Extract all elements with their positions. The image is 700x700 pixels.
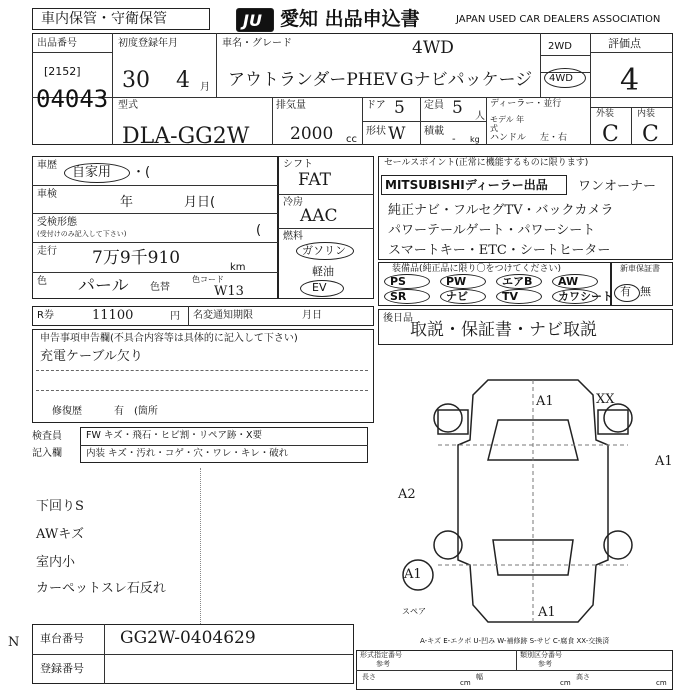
drive-4wd: 4WD — [549, 73, 573, 84]
diagram-mark-6: A1 — [538, 605, 556, 620]
selling-line3: パワーテールゲート・パワーシート — [388, 223, 596, 238]
shift-value: FAT — [298, 170, 332, 190]
displacement-label: 排気量 — [276, 100, 306, 111]
fuel-gas: ガソリン — [302, 244, 346, 257]
type-label: 型式 — [118, 100, 138, 111]
equipment-circle — [496, 274, 542, 289]
expiry-label: 名変通知期限 — [193, 310, 253, 321]
equipment-circle — [440, 274, 486, 289]
docs-label: 後日品 — [383, 313, 413, 324]
spare-label: スペア — [402, 607, 426, 616]
handle-options: 左・右 — [540, 133, 568, 143]
history-value: 自家用 — [72, 165, 112, 180]
transfer-paren: ( — [256, 223, 262, 238]
color-change: 色替 — [150, 282, 170, 293]
spec-r1c1: 形式指定番号 — [360, 651, 402, 659]
diagram-mark-2: XX — [596, 392, 615, 407]
selling-line4: スマートキー・ETC・シートヒーター — [388, 243, 611, 258]
dealer-label: ディーラー・並行 — [490, 99, 562, 109]
spec-r1c2: 類別区分番号 — [520, 651, 562, 659]
dealer-badge-text: MITSUBISHIディーラー出品 — [385, 178, 548, 192]
dealer-model-label: モデル 年式 — [490, 115, 525, 133]
diagram-mark-4: A2 — [398, 487, 416, 502]
checker-label1: 検査員 — [32, 431, 62, 442]
note-2: AWキズ — [36, 527, 84, 542]
model-label: 車名・グレード — [222, 38, 292, 49]
fuel-light: 軽油 — [312, 265, 334, 278]
seats-value: 5 — [452, 98, 463, 118]
recycle-label: R券 — [37, 310, 54, 321]
selling-owner: ワンオーナー — [578, 179, 657, 194]
declaration-note: 充電ケーブル欠り — [40, 349, 143, 364]
handle-label: ハンドル — [490, 133, 527, 143]
note-1: 下回りS — [36, 499, 84, 514]
equipment-circle — [440, 289, 486, 304]
warranty-sep-no: 無 — [640, 285, 651, 298]
checker-row2: 内装 キズ・汚れ・コゲ・穴・ワレ・キレ・破れ — [86, 448, 289, 459]
equipment-circle — [496, 289, 542, 304]
color-code-label: 色コード — [192, 275, 224, 284]
spec-r2c2: 参考 — [538, 660, 552, 668]
model-drive-note: 4WD — [412, 38, 454, 58]
equipment-item: TV — [502, 290, 519, 303]
equipment-item: エアB — [502, 275, 533, 288]
color-value: パール — [78, 276, 129, 296]
diagram-mark-1: A1 — [536, 394, 554, 409]
first-reg-unit: 月 — [200, 82, 210, 93]
warranty-yes: 有 — [620, 285, 631, 298]
shape-value: W — [388, 124, 406, 144]
mileage-label: 走行 — [37, 246, 57, 257]
drive-2wd: 2WD — [548, 41, 572, 52]
repair-label: 修復歴 — [52, 406, 82, 417]
type-value: DLA-GG2W — [122, 124, 250, 149]
equipment-title: 装備品(純正品に限り〇をつけてください) — [392, 264, 562, 274]
ac-label: 冷房 — [283, 197, 303, 208]
first-reg-year: 30 — [122, 68, 150, 93]
equipment-item: SR — [390, 290, 407, 303]
spec-height: 高さ — [576, 673, 590, 681]
spec-r2c1: 参考 — [376, 660, 390, 668]
expiry-unit: 月日 — [302, 310, 322, 321]
shift-label: シフト — [283, 159, 313, 170]
seats-unit: 人 — [475, 111, 485, 122]
transfer-label: 受検形態 — [37, 217, 77, 228]
declaration-title: 申告事項申告欄(不具合内容等は具体的に記入して下さい) — [40, 333, 298, 344]
spec-length: 長さ — [362, 673, 376, 681]
ju-logo-text: JU — [243, 11, 262, 30]
score-int-label: 内装 — [637, 109, 656, 119]
selling-line2: 純正ナビ・フルセグTV・バックカメラ — [388, 203, 614, 218]
association-name: JAPAN USED CAR DEALERS ASSOCIATION — [456, 14, 661, 25]
checker-row1: FW キズ・飛石・ヒビ割・リペア跡・X要 — [86, 430, 263, 441]
mileage-value: 7万9千910 — [92, 248, 181, 268]
inspection-year: 年 — [120, 195, 134, 210]
spec-width-unit: cm — [560, 679, 571, 687]
warranty-label: 新車保証書 — [620, 264, 660, 273]
ju-logo — [236, 8, 274, 32]
chassis-value: GG2W-0404629 — [120, 628, 256, 648]
registration-label: 登録番号 — [40, 662, 84, 675]
note-4: カーペットスレ石反れ — [36, 581, 166, 596]
first-reg-month: 4 — [176, 68, 190, 93]
equipment-item: ナビ — [446, 290, 468, 303]
load-label: 積載 — [424, 126, 444, 137]
storage-tag — [32, 8, 210, 30]
damage-legend: A-キズ E-エクボ U-凹み W-補修跡 S-サビ C-腐食 XX-交換済 — [420, 637, 610, 645]
load-unit: kg — [470, 135, 480, 144]
load-value: - — [452, 134, 456, 145]
storage-tag-text: 車内保管・守衛保管 — [41, 11, 167, 27]
equipment-item: PW — [446, 275, 467, 288]
equipment-item: PS — [390, 275, 406, 288]
color-label: 色 — [37, 276, 47, 287]
selling-points-title: セールスポイント(正常に機能するものに限ります) — [384, 158, 589, 168]
model-grade: Gナビパッケージ — [400, 70, 533, 90]
score-ext: C — [602, 122, 619, 147]
score-ext-label: 外装 — [596, 109, 615, 119]
diagram-mark-5: A1 — [404, 567, 422, 582]
lot-label: 出品番号 — [37, 38, 77, 49]
equipment-item: AW — [558, 275, 579, 288]
color-code: W13 — [214, 284, 244, 299]
repair-value: 有 — [114, 406, 124, 417]
chassis-mark: N — [8, 635, 20, 650]
car-diagram — [378, 350, 678, 640]
inspection-month: 月日( — [184, 195, 216, 210]
dealer-badge — [381, 175, 567, 195]
doors-value: 5 — [394, 98, 405, 118]
repair-place: (箇所 — [134, 406, 158, 417]
history-rest: ・( — [132, 165, 151, 180]
doors-label: ドア — [366, 100, 386, 111]
equipment-circle — [552, 274, 598, 289]
equipment-item: カワシート — [558, 290, 613, 303]
spec-width: 幅 — [476, 673, 483, 681]
equipment-circle — [552, 289, 598, 304]
first-reg-label: 初度登録年月 — [118, 38, 178, 49]
seats-label: 定員 — [424, 100, 444, 111]
recycle-value: 11100 — [92, 308, 134, 323]
model-name: アウトランダーPHEV — [228, 70, 398, 90]
score-int: C — [642, 122, 659, 147]
diagram-mark-3: A1 — [655, 454, 673, 469]
checker-label2: 記入欄 — [32, 448, 62, 459]
score-label: 評価点 — [608, 37, 641, 50]
shape-label: 形状 — [366, 126, 386, 137]
lot-number: 04043 — [36, 85, 109, 113]
chassis-label: 車台番号 — [40, 632, 84, 645]
docs-value: 取説・保証書・ナビ取説 — [410, 320, 597, 340]
mileage-unit: km — [230, 262, 246, 273]
note-3: 室内小 — [36, 555, 76, 570]
history-label: 車歴 — [37, 160, 57, 171]
displacement-value: 2000 — [290, 124, 334, 144]
inspection-label: 車検 — [37, 189, 57, 200]
equipment-circle — [384, 289, 430, 304]
form-title: 愛知 出品申込書 — [280, 8, 420, 30]
spec-height-unit: cm — [656, 679, 667, 687]
fuel-label: 燃料 — [283, 231, 303, 242]
score-value: 4 — [620, 63, 640, 98]
recycle-unit: 円 — [170, 311, 180, 322]
fuel-ev: EV — [312, 281, 327, 294]
displacement-unit: cc — [346, 134, 357, 145]
ac-value: AAC — [300, 206, 338, 226]
notes-area — [32, 468, 374, 624]
transfer-note: (受付けのみ記入して下さい) — [37, 230, 127, 238]
lot-sub: [2152] — [44, 65, 81, 78]
spec-length-unit: cm — [460, 679, 471, 687]
equipment-circle — [384, 274, 430, 289]
